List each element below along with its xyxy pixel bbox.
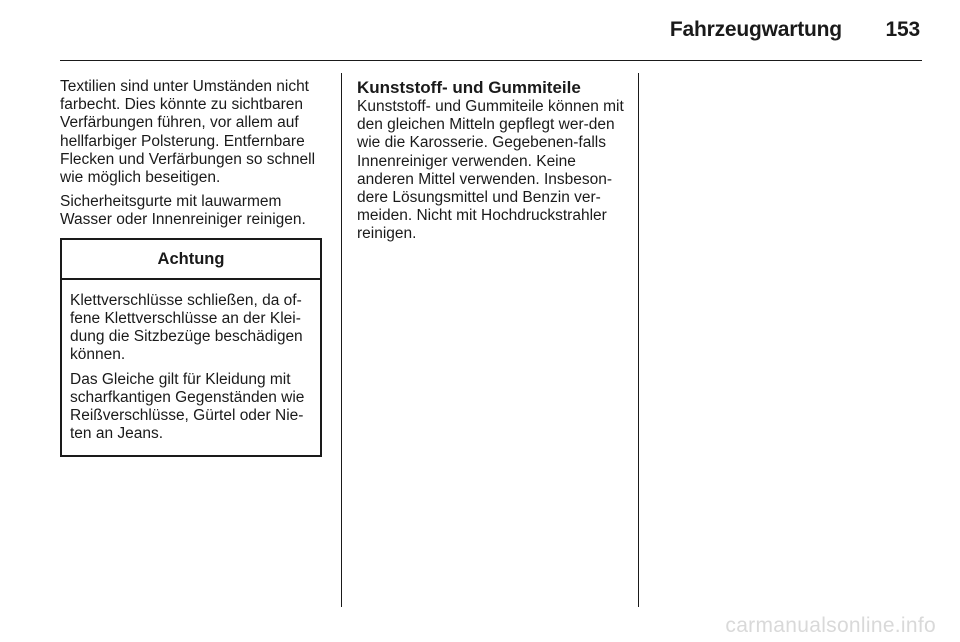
body-paragraph: Sicherheitsgurte mit lauwarmem Wasser oder Innenreiniger reinigen. (60, 193, 306, 229)
warning-heading: Achtung (62, 240, 320, 280)
page-title: Fahrzeugwartung (669, 18, 842, 41)
warning-body (62, 280, 320, 456)
warning-box (60, 238, 322, 458)
section-heading: Kunststoff- und Gummiteile (357, 78, 581, 97)
middle-column (357, 78, 627, 250)
page-header (670, 18, 920, 42)
watermark-text: carmanualsonline.info (725, 614, 936, 637)
body-paragraph: Kunststoff- und Gummiteile können mit den gleichen Mitteln gepflegt wer-den wie die Karosserie. Gegebenen-falls Innenreiniger verwenden. Keine anderen Mittel verwenden. Insbeson-dere Lösungsmittel und Benzin ver-meiden. Nicht mit Hochdruckstrahler reinigen. (357, 98, 624, 243)
body-paragraph: Textilien sind unter Umständen nicht farbecht. Dies könnte zu sichtbaren Verfärbungen führen, vor allem auf hellfarbiger Polsterung. Entfernbare Flecken und Verfärbungen so schnell wie möglich beseitigen. (60, 78, 316, 187)
warning-paragraph: Klettverschlüsse schließen, da of-fene Klettverschlüsse an der Klei-dung die Sitzbezüge beschädigen können. (70, 291, 303, 364)
column-divider-right (638, 73, 639, 607)
warning-paragraph: Das Gleiche gilt für Kleidung mit scharfkantigen Gegenständen wie Reißverschlüsse, Gürtel oder Nie-ten an Jeans. (70, 370, 305, 443)
column-divider-left (341, 73, 342, 607)
header-divider (60, 60, 922, 61)
left-column (60, 78, 326, 457)
page-number: 153 (885, 18, 920, 41)
